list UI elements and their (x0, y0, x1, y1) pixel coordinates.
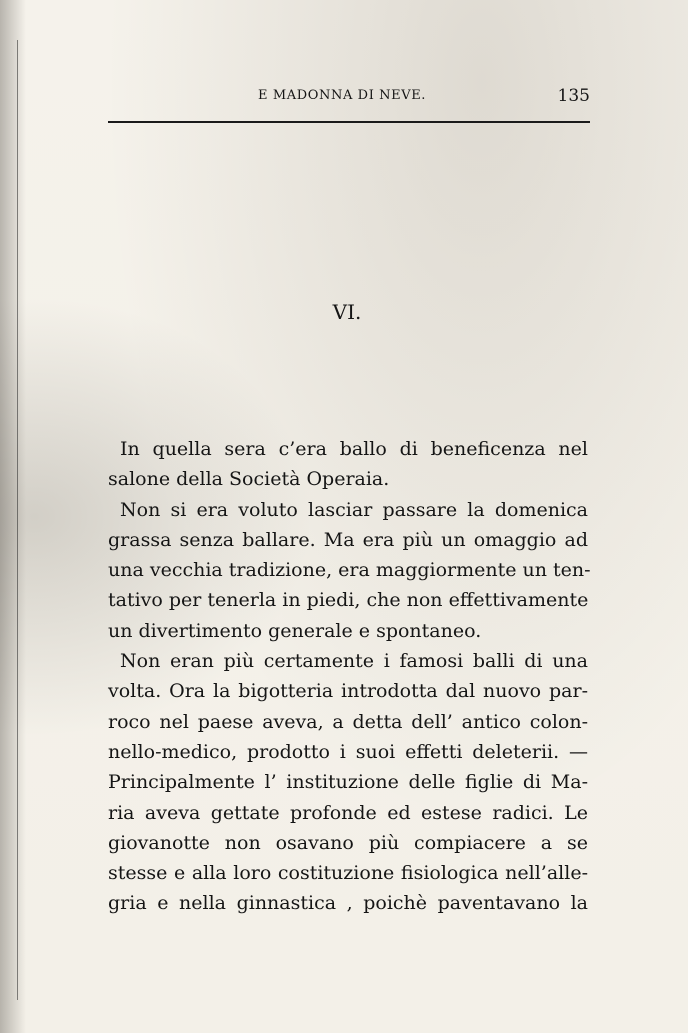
header-rule (108, 121, 590, 123)
text-line: Principalmente l’ instituzione delle figlie di Ma- (108, 771, 588, 794)
page-number: 135 (557, 86, 590, 106)
text-line: nello-medico, prodotto i suoi effetti deleterii. — (108, 740, 588, 763)
text-line: grassa senza ballare. Ma era più un omaggio ad (108, 528, 588, 551)
text-line: tativo per tenerla in piedi, che non effettivamente (108, 589, 589, 612)
binding-edge (17, 40, 18, 1000)
text-line: stesse e alla loro costituzione fisiologica nell’alle- (108, 862, 588, 885)
text-line: ria aveva gettate profonde ed estese radici. Le (108, 801, 588, 824)
text-line: giovanotte non osavano più compiacere a se (108, 831, 588, 854)
text-line: una vecchia tradizione, era maggiormente un ten- (108, 559, 591, 582)
body-text (108, 434, 591, 919)
running-title: E MADONNA DI NEVE. (258, 88, 427, 103)
text-line: In quella sera c’era ballo di beneficenza nel (120, 438, 588, 460)
running-header (108, 86, 590, 110)
chapter-heading: VI. (332, 300, 362, 324)
text-line: volta. Ora la bigotteria introdotta dal nuovo par- (108, 680, 588, 703)
text-line: salone della Società Operaia. (108, 468, 390, 491)
text-line: roco nel paese aveva, a detta dell’ antico colon- (108, 710, 588, 733)
text-line: Non eran più certamente i famosi balli di una (120, 650, 588, 673)
page-gutter-shadow (0, 0, 26, 1033)
text-line: Non si era voluto lasciar passare la domenica (120, 498, 588, 521)
text-line: gria e nella ginnastica , poichè paventavano la (108, 892, 588, 915)
text-line: un divertimento generale e spontaneo. (108, 619, 482, 642)
